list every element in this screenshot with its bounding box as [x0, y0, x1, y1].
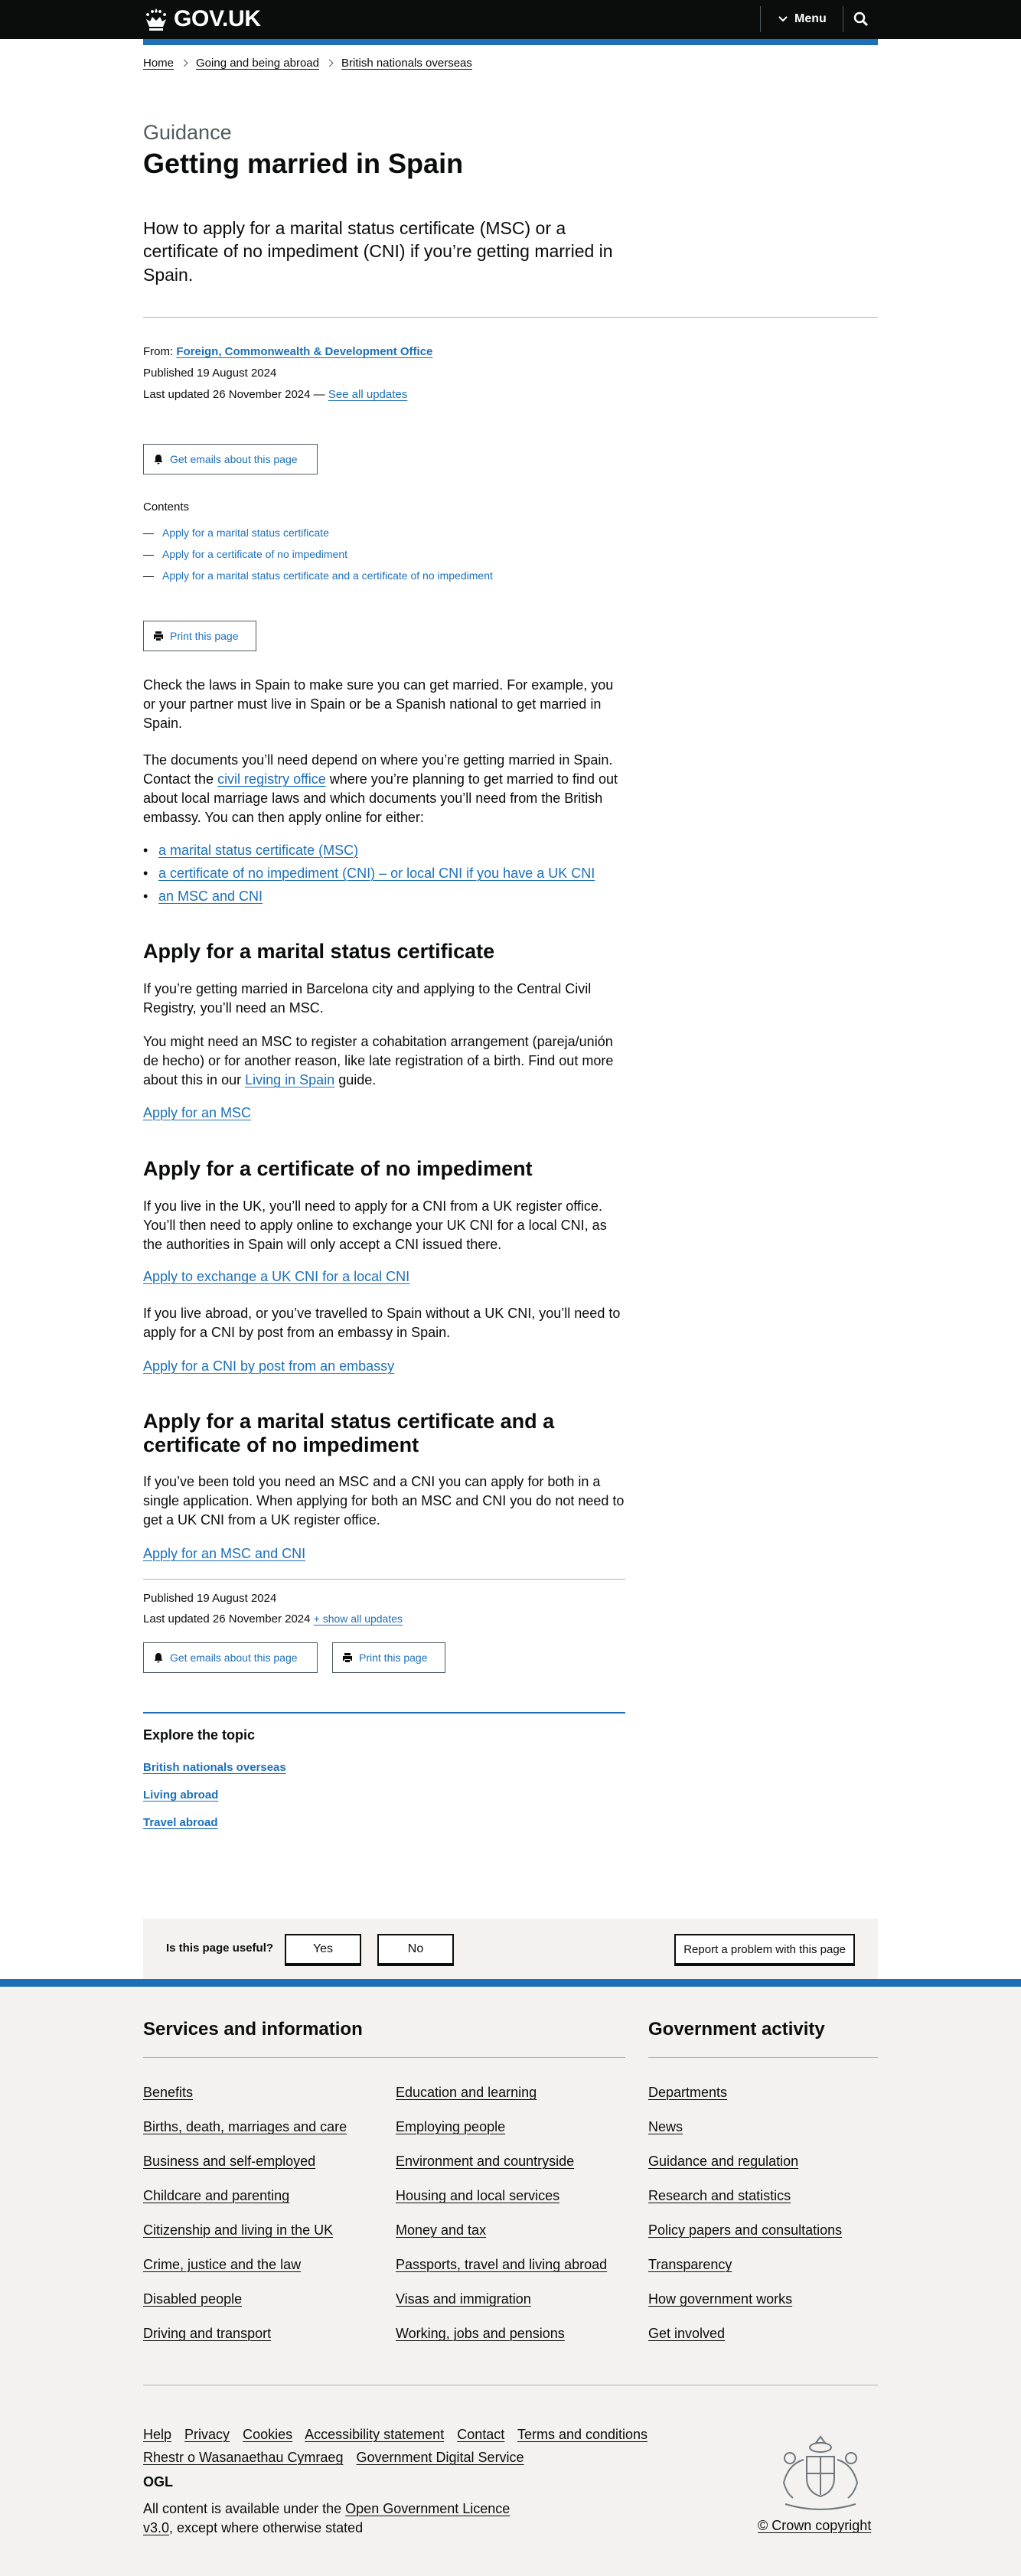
footer-link[interactable]: How government works — [648, 2291, 793, 2307]
list-item — [648, 2110, 842, 2144]
list-item — [143, 2110, 347, 2144]
end-last-updated: Last updated 26 November 2024 — [143, 1612, 314, 1625]
breadcrumb-going-abroad[interactable]: Going and being abroad — [196, 57, 319, 70]
msc-paragraph-2 — [143, 1032, 625, 1090]
explore-list — [143, 1754, 286, 1837]
list-item — [143, 1782, 286, 1809]
list-item — [396, 2248, 607, 2282]
msc-cni-bullet-link[interactable]: an MSC and CNI — [158, 889, 263, 904]
list-item — [648, 2248, 842, 2282]
list-item — [143, 2179, 347, 2213]
list-item — [143, 2248, 347, 2282]
contents-heading: Contents — [143, 501, 190, 514]
welsh-services-link[interactable]: Rhestr o Wasanaethau Cymraeg — [143, 2450, 344, 2465]
footer-blue-bar — [0, 1979, 1021, 1987]
footer-link[interactable]: Policy papers and consultations — [648, 2222, 843, 2238]
breadcrumb-home[interactable]: Home — [143, 57, 175, 70]
cni-paragraph-2: If you live abroad, or you’ve travelled to Spain without a UK CNI, you’ll need to apply for a CNI by post from an embassy in Spain. — [143, 1306, 621, 1340]
page-title: Getting married in Spain — [143, 148, 464, 179]
breadcrumb — [143, 57, 472, 70]
contents-link-msc[interactable]: Apply for a marital status certificate — [162, 527, 329, 539]
contents-item — [143, 522, 493, 543]
help-link[interactable]: Help — [143, 2427, 172, 2442]
explore-link-living-abroad[interactable]: Living abroad — [143, 1789, 219, 1802]
list-item — [143, 1809, 286, 1837]
gov-activity-column — [648, 2075, 842, 2351]
footer-link[interactable]: Driving and transport — [143, 2326, 272, 2341]
list-item — [648, 2213, 842, 2248]
divider — [143, 2057, 625, 2058]
page-lede: How to apply for a marital status certificate (MSC) or a certificate of no impediment (CNI) if you’re getting married in Spain. — [143, 218, 613, 285]
govuk-logo-link[interactable] — [143, 5, 261, 34]
list-item — [648, 2144, 842, 2179]
footer-link[interactable]: Environment and countryside — [396, 2154, 575, 2169]
ogl-text: OGL — [143, 2475, 173, 2489]
end-metadata — [143, 1589, 403, 1629]
chevron-right-icon — [326, 60, 334, 67]
contents-item — [143, 565, 493, 586]
list-item — [396, 2179, 607, 2213]
licence-text-a: All content is available under the — [143, 2501, 346, 2516]
cni-heading: Apply for a certificate of no impediment — [143, 1157, 533, 1180]
contents-dash: — — [143, 527, 154, 539]
copyright — [758, 2518, 871, 2534]
list-item — [143, 839, 595, 862]
footer-link[interactable]: Education and learning — [396, 2085, 537, 2100]
from-label: From: — [143, 345, 174, 358]
footer-link[interactable]: Benefits — [143, 2085, 194, 2100]
page-caption: Guidance — [143, 121, 232, 144]
footer-link[interactable]: Guidance and regulation — [648, 2154, 799, 2169]
both-heading: Apply for a marital status certificate and a certificate of no impediment — [143, 1410, 555, 1456]
footer-link[interactable]: Get involved — [648, 2326, 726, 2341]
printer-icon — [153, 631, 164, 641]
logo-text: GOV.UK — [174, 6, 261, 31]
contents-link-both[interactable]: Apply for a marital status certificate and a certificate of no impediment — [162, 569, 493, 582]
no-button[interactable]: No — [377, 1934, 454, 1965]
footer-link[interactable]: Housing and local services — [396, 2188, 560, 2203]
list-item — [396, 2075, 607, 2110]
cni-bullet-link[interactable]: a certificate of no impediment (CNI) – or local CNI if you have a UK CNI — [158, 866, 595, 881]
licence-text — [143, 2499, 510, 2538]
print-button-bottom[interactable] — [332, 1642, 445, 1673]
terms-link[interactable]: Terms and conditions — [517, 2427, 648, 2442]
show-all-updates-link[interactable]: + show all updates — [313, 1612, 403, 1625]
licence-text-b: , except where otherwise stated — [169, 2520, 364, 2535]
explore-link-british-nationals[interactable]: British nationals overseas — [143, 1761, 286, 1774]
intro-bullets — [143, 839, 595, 908]
accessibility-link[interactable]: Accessibility statement — [305, 2427, 445, 2442]
footer-link[interactable]: Employing people — [396, 2119, 506, 2134]
bell-icon — [153, 1652, 164, 1663]
list-item — [143, 2317, 347, 2351]
apply-msc-link[interactable]: Apply for an MSC — [143, 1105, 252, 1120]
menu-label: Menu — [794, 12, 827, 25]
list-item — [396, 2213, 607, 2248]
list-item — [143, 2144, 347, 2179]
list-item — [143, 2213, 347, 2248]
intro-text-a: The documents you’ll need depend on where you’re getting married in Spain. Contact the — [143, 752, 613, 787]
crown-copyright-link[interactable]: © Crown copyright — [758, 2518, 872, 2533]
cni-by-post-link[interactable]: Apply for a CNI by post from an embassy — [143, 1358, 395, 1374]
get-emails-button[interactable] — [143, 444, 318, 474]
get-emails-button-bottom[interactable] — [143, 1642, 318, 1673]
chevron-right-icon — [181, 60, 188, 67]
list-item — [143, 2075, 347, 2110]
footer-link[interactable]: Births, death, marriages and care — [143, 2119, 347, 2134]
bell-icon — [153, 454, 164, 465]
get-emails-label: Get emails about this page — [170, 1652, 298, 1664]
footer-link[interactable]: Disabled people — [143, 2291, 243, 2307]
printer-icon — [342, 1652, 353, 1663]
royal-coat-of-arms-icon — [773, 2434, 869, 2512]
both-paragraph-1: If you’ve been told you need an MSC and a CNI you can apply for both in a single application. When applying for both an MSC and CNI you do not need to get a UK CNI from a UK register office. — [143, 1474, 625, 1528]
yes-button[interactable]: Yes — [285, 1934, 361, 1965]
msc-bullet-link[interactable]: a marital status certificate (MSC) — [158, 843, 359, 858]
last-updated: Last updated 26 November 2024 — — [143, 388, 325, 401]
get-emails-label: Get emails about this page — [170, 453, 298, 465]
print-button[interactable] — [143, 621, 256, 651]
breadcrumb-british-nationals[interactable]: British nationals overseas — [341, 57, 472, 70]
intro-text-b: where you’re planning to get married to find out about local marriage laws and which documents you’ll need from the British embassy. You can then apply online for either: — [143, 771, 618, 825]
metadata — [143, 341, 432, 406]
menu-button[interactable] — [760, 6, 827, 32]
contact-link[interactable]: Contact — [457, 2427, 505, 2442]
living-in-spain-link[interactable]: Living in Spain — [245, 1072, 335, 1087]
ogl-logo-icon — [143, 2475, 177, 2489]
divider — [143, 1579, 625, 1580]
list-item — [143, 2282, 347, 2317]
apply-msc-cni-link[interactable]: Apply for an MSC and CNI — [143, 1546, 306, 1561]
list-item — [143, 1754, 286, 1782]
footer-link[interactable]: Passports, travel and living abroad — [396, 2257, 608, 2272]
list-item — [648, 2282, 842, 2317]
crown-icon — [143, 7, 169, 31]
header-blue-bar — [143, 39, 878, 45]
footer-link[interactable]: Research and statistics — [648, 2188, 791, 2203]
contents-list — [143, 522, 493, 586]
contents-item — [143, 543, 493, 565]
explore-divider — [143, 1712, 625, 1714]
see-all-updates-link[interactable]: See all updates — [328, 388, 408, 401]
civil-registry-link[interactable]: civil registry office — [217, 771, 326, 787]
feedback-bar — [143, 1919, 878, 1979]
footer-link[interactable]: Business and self-employed — [143, 2154, 316, 2169]
print-label: Print this page — [170, 630, 239, 642]
msc-paragraph-1: If you’re getting married in Barcelona city and applying to the Central Civil Registry, you’ll need an MSC. — [143, 981, 592, 1016]
contents-link-cni[interactable]: Apply for a certificate of no impediment — [162, 548, 348, 560]
list-item — [396, 2317, 607, 2351]
cookies-link[interactable]: Cookies — [243, 2427, 293, 2442]
services-column-1 — [143, 2075, 347, 2351]
msc-text-b: guide. — [334, 1072, 377, 1087]
msc-heading: Apply for a marital status certificate — [143, 940, 495, 963]
contents-dash: — — [143, 569, 154, 582]
list-item — [396, 2282, 607, 2317]
footer-link[interactable]: Working, jobs and pensions — [396, 2326, 565, 2341]
intro-paragraph-1: Check the laws in Spain to make sure you can get married. For example, you or your partner must live in Spain or be a Spanish national to get married in Spain. — [143, 677, 614, 731]
list-item — [648, 2075, 842, 2110]
divider — [143, 317, 878, 318]
feedback-question: Is this page useful? — [166, 1942, 274, 1955]
gov-activity-heading: Government activity — [648, 2019, 825, 2040]
services-column-2 — [396, 2075, 607, 2351]
print-label: Print this page — [359, 1652, 428, 1664]
report-problem-button[interactable]: Report a problem with this page — [674, 1934, 855, 1965]
services-heading: Services and information — [143, 2019, 363, 2040]
explore-link-travel-abroad[interactable]: Travel abroad — [143, 1816, 218, 1829]
chevron-down-icon — [778, 14, 788, 24]
from-org-link[interactable]: Foreign, Commonwealth & Development Office — [176, 345, 433, 358]
search-icon — [853, 11, 869, 27]
intro-paragraph-2 — [143, 751, 625, 827]
footer-link[interactable]: Departments — [648, 2085, 728, 2100]
list-item — [143, 885, 595, 908]
site-header — [0, 0, 1021, 39]
footer-link[interactable]: Childcare and parenting — [143, 2188, 290, 2203]
published-date: Published 19 August 2024 — [143, 367, 277, 380]
msc-text-a: You might need an MSC to register a cohabitation arrangement (pareja/unión de hecho) or for another reason, like late registration of a birth. Find out more about this in our — [143, 1034, 614, 1087]
end-published: Published 19 August 2024 — [143, 1592, 277, 1605]
list-item — [396, 2110, 607, 2144]
footer-meta-links — [143, 2423, 679, 2469]
list-item — [396, 2144, 607, 2179]
divider — [648, 2057, 878, 2058]
cni-paragraph-1: If you live in the UK, you’ll need to apply for a CNI from a UK register office. You’ll then need to apply online to exchange your UK CNI for a local CNI, as the authorities in Spain will only accept a CNI issued there. — [143, 1198, 607, 1252]
exchange-cni-link[interactable]: Apply to exchange a UK CNI for a local CNI — [143, 1269, 410, 1284]
footer-link[interactable]: Crime, justice and the law — [143, 2257, 302, 2272]
list-item — [143, 862, 595, 885]
footer-link[interactable]: News — [648, 2119, 683, 2134]
footer-link[interactable]: Visas and immigration — [396, 2291, 531, 2307]
search-button[interactable] — [843, 6, 878, 32]
footer-link[interactable]: Money and tax — [396, 2222, 487, 2238]
privacy-link[interactable]: Privacy — [184, 2427, 230, 2442]
list-item — [648, 2317, 842, 2351]
list-item — [648, 2179, 842, 2213]
explore-heading: Explore the topic — [143, 1727, 256, 1743]
gds-link[interactable]: Government Digital Service — [356, 2450, 524, 2465]
ogl-licence-link[interactable]: Open Government Licence v3.0 — [143, 2501, 510, 2535]
contents-dash: — — [143, 548, 154, 560]
footer-link[interactable]: Transparency — [648, 2257, 732, 2272]
footer-link[interactable]: Citizenship and living in the UK — [143, 2222, 334, 2238]
